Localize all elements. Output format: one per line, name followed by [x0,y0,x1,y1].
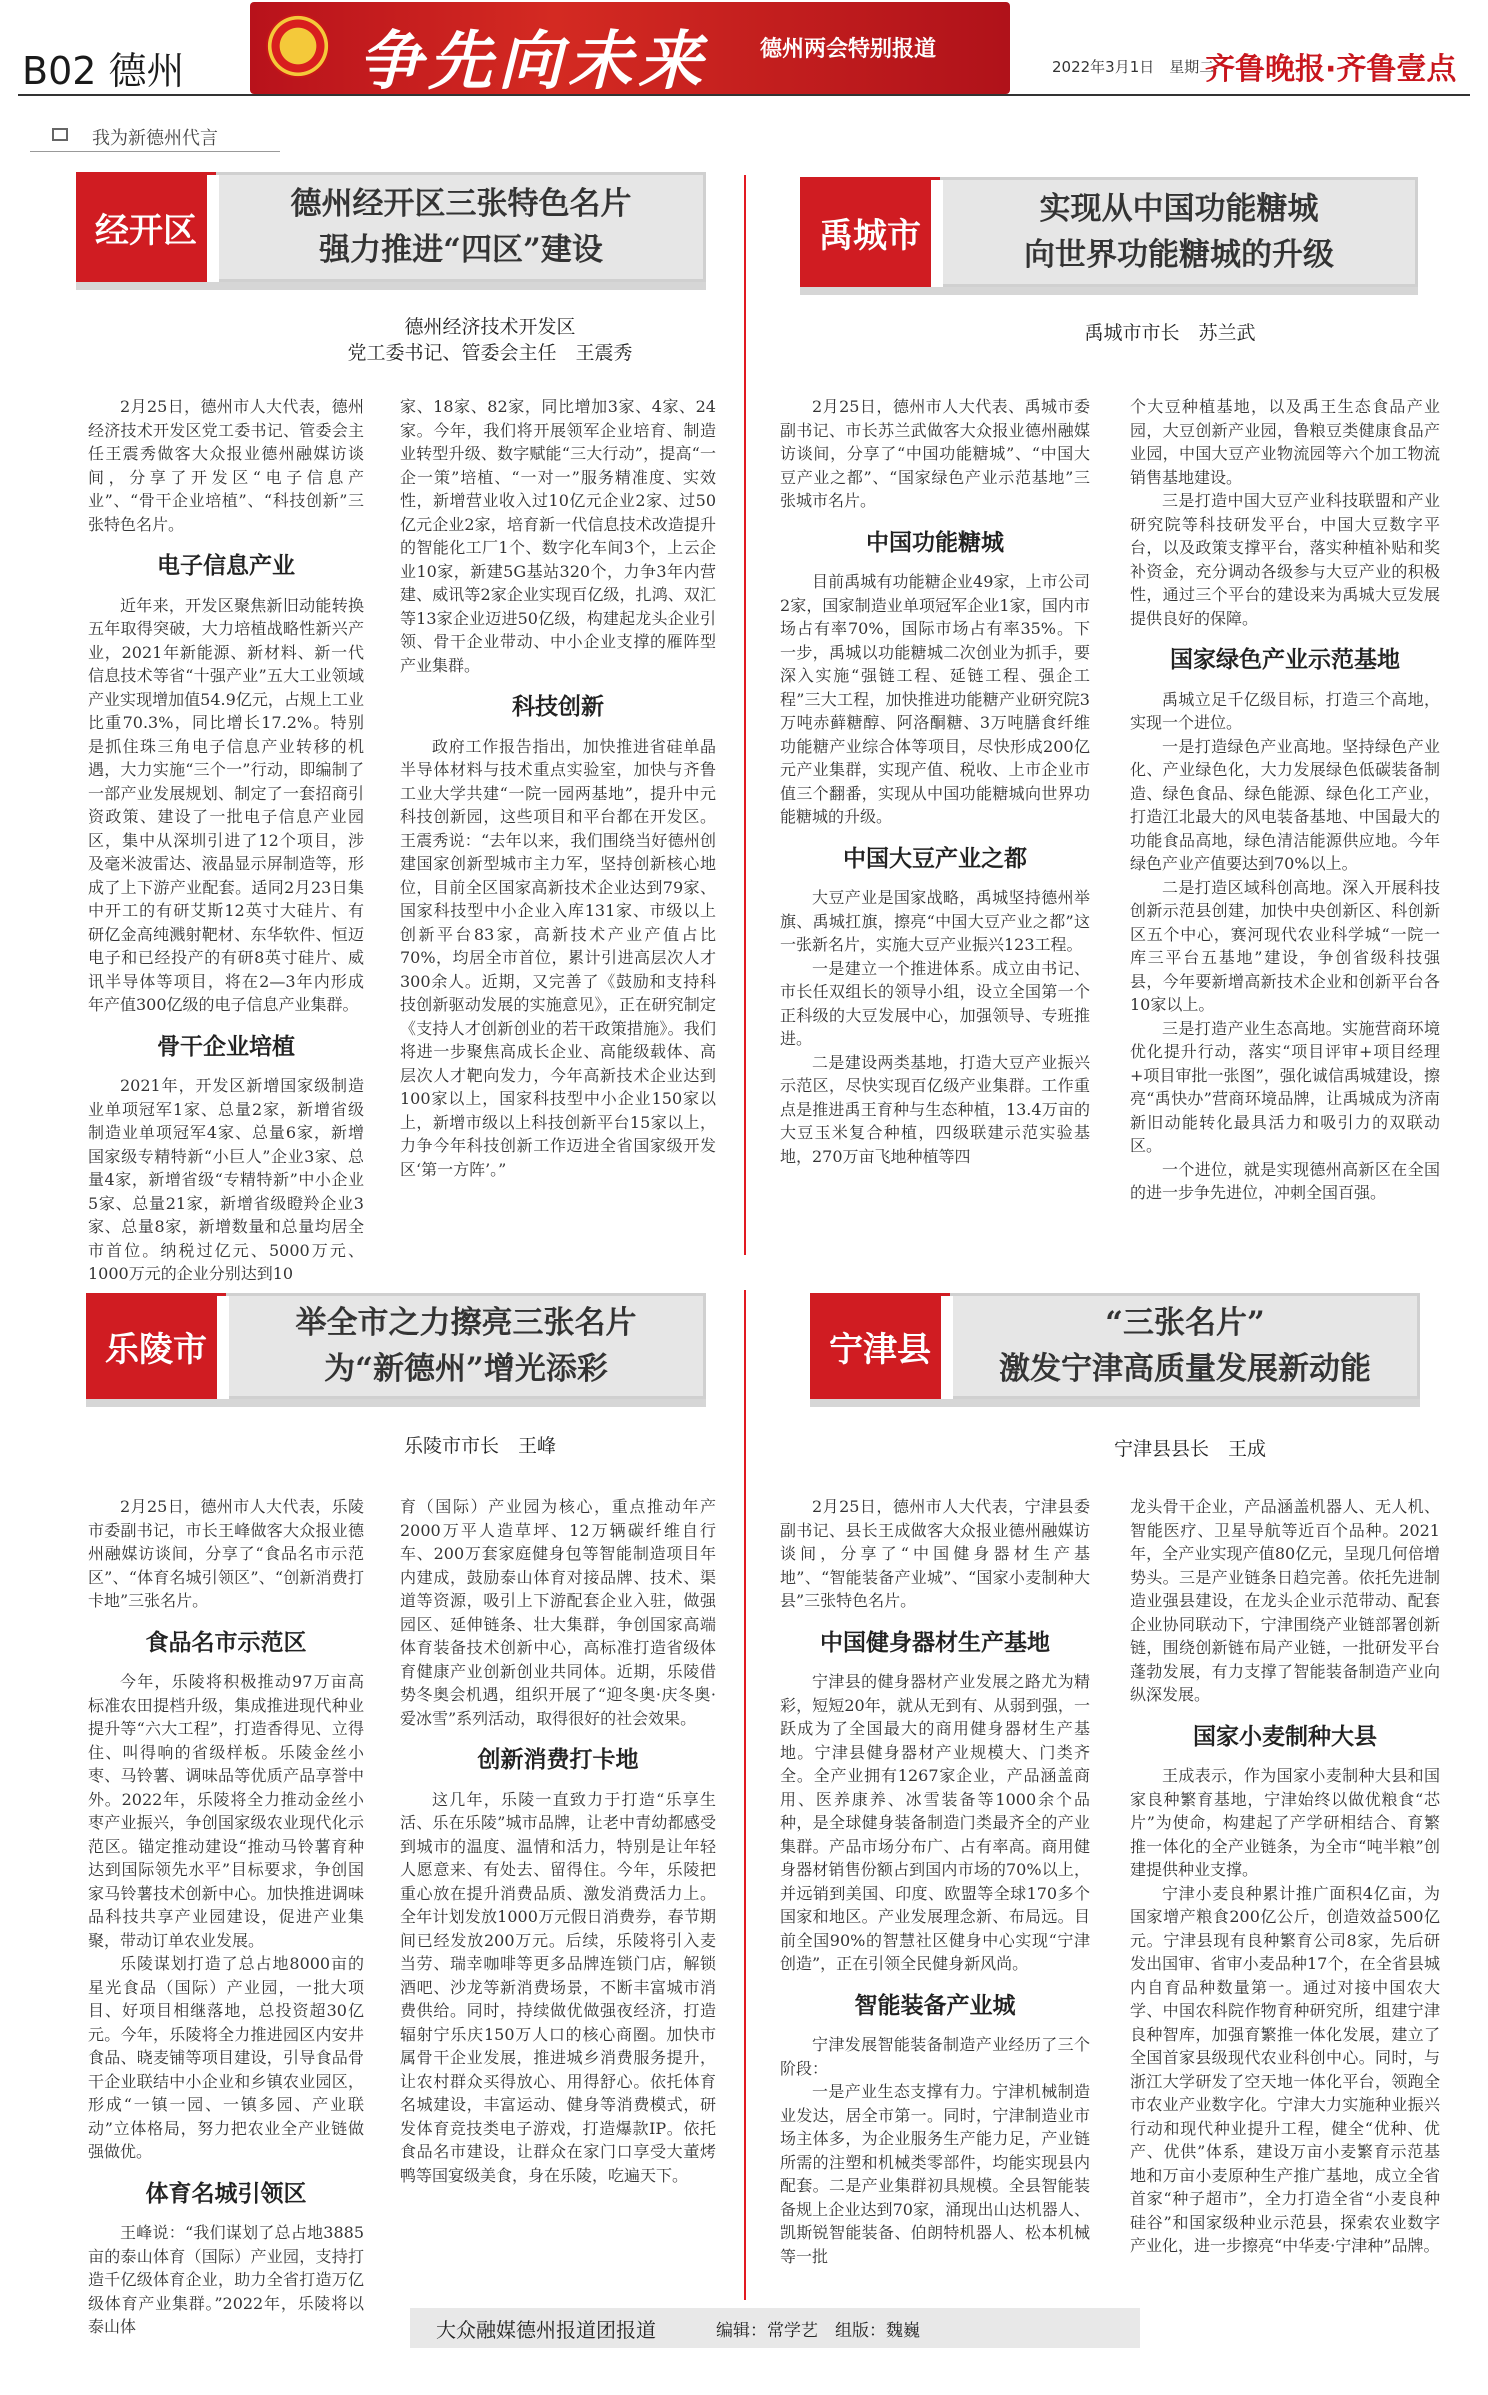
article-column [88,1495,364,2339]
article-column [1130,1495,1440,2258]
paragraph: 一是打造绿色产业高地。坚持绿色产业化、产业绿色化，大力发展绿色低碳装备制造、绿色食品、绿色能源、绿色化工产业，打造江北最大的风电装备基地、中国最大的功能食品高地，绿色清洁能源供应地。今年绿色产业产值要达到70%以上。 [1130,736,1440,873]
section-heading: 国家小麦制种大县 [1193,1722,1377,1750]
paragraph: 一是产业生态支撑有力。宁津机械制造业发达，居全市第一。同时，宁津制造业市场主体多，为企业服务生产能力足，产业链所需的注塑和机械类零部件，均能实现县内配套。二是产业集群初具规模。全县智能装备规上企业达到70家，涌现出山达机器人、凯斯锐智能装备、伯朗特机器人、松本机械等一批 [780,2082,1090,2266]
paragraph: 2月25日，德州市人大代表，德州经济技术开发区党工委书记、管委会主任王震秀做客大众报业德州融媒访谈间，分享了开发区“电子信息产业”、“骨干企业培植”、“科技创新”三张特色名片。 [88,397,364,534]
paragraph: 禹城立足千亿级目标，打造三个高地，实现一个进位。 [1130,689,1440,732]
paragraph: 2021年，开发区新增国家级制造业单项冠军1家、总量2家，新增省级制造业单项冠军4家、总量6家，新增国家级专精特新“小巨人”企业3家、总量4家，新增省级“专精特新”中小企业5家、总量21家，新增省级瞪羚企业3家、总量8家，新增数量和总量均居全市首位。纳税过亿元、5000万元、1000万元的企业分别达到10 [88,1076,364,1283]
paragraph: 一是建立一个推进体系。成立由书记、市长任双组长的领导小组，设立全国第一个正科级的大豆发展中心，加强领导、专班推进。 [780,958,1090,1048]
byline: 党工委书记、管委会主任 王震秀 [347,342,633,364]
article-column [780,1495,1090,2268]
article-title-box [940,177,1418,287]
vertical-divider [744,175,746,1255]
paragraph: 二是打造区域科创高地。深入开展科技创新示范县创建，加快中央创新区、科创新区五个中心，赛河现代农业科学城“一院一库三平台五基地”建设，争创省级科技强县，今年要新增高新技术企业和创新平台各10家以上。 [1130,877,1440,1014]
section-heading: 食品名市示范区 [145,1628,307,1656]
banner-subtitle: 德州两会特别报道 [760,37,937,62]
paragraph: 家、18家、82家，同比增加3家、4家、24家。今年，我们将开展领军企业培育、制造业转型升级、数字赋能“三大行动”，提高“一企一策”培植、“一对一”服务精准度、实效性，新增营业收入过10亿元企业2家、过50亿元企业2家，培育新一代信息技术改造提升的智能化工厂1个、数字化车间3个，上云企业10家，新建5G基站320个，力争3年内营建、威讯等2家企业实现百亿级，扎鸿、双汇等13家企业迈进50亿级，构建起龙头企业引领、骨干企业带动、中小企业支撑的雁阵型产业集群。 [400,397,716,675]
emblem-icon [266,14,330,78]
paragraph: 一个进位，就是实现德州高新区在全国的进一步争先进位，冲刺全国百强。 [1130,1159,1440,1202]
article-column [400,1495,716,2187]
paragraph: 三是打造中国大豆产业科技联盟和产业研究院等科技研发平台，中国大豆数字平台，以及政策支撑平台，落实种植补贴和奖补资金，充分调动各级参与大豆产业的积极性，通过三个平台的建设来为禹城大豆发展提供良好的保障。 [1130,491,1440,628]
section-heading: 中国大豆产业之都 [843,844,1027,872]
article-title-line: 举全市之力擦亮三张名片 [295,1305,637,1341]
vertical-divider [744,1290,746,2300]
page-number: B02 德州 [22,49,185,93]
page-header [0,0,1488,100]
article-tag: 禹城市 [800,177,940,287]
section-heading: 国家绿色产业示范基地 [1170,646,1400,673]
issue-date: 2022年3月1日 星期二 [1052,58,1215,76]
byline: 乐陵市市长 王峰 [403,1435,556,1457]
article-column [780,395,1090,1168]
article-tag: 宁津县 [810,1293,950,1399]
byline: 德州经济技术开发区 [404,316,576,338]
banner-title: 争先向未来 [358,24,708,94]
section-heading: 骨干企业培植 [157,1032,295,1060]
section-heading: 创新消费打卡地 [477,1746,639,1773]
article-tag: 乐陵市 [86,1293,226,1399]
paragraph: 宁津发展智能装备制造产业经历了三个阶段： [780,2035,1090,2078]
title-shadow [86,1399,706,1407]
paragraph: 乐陵谋划打造了总占地8000亩的星光食品（国际）产业园，一批大项目、好项目相继落地，总投资超30亿元。今年，乐陵将全力推进园区内安井食品、晓麦铺等项目建设，引导食品骨干企业联结中小企业和乡镇农业园区，形成“一镇一园、一镇多园、产业联动”立体格局，努力把农业全产业链做强做优。 [88,1954,364,2161]
article-title-line: “三张名片” [1105,1305,1265,1341]
article-title-box [950,1293,1420,1399]
paragraph: 2月25日，德州市人大代表，乐陵市委副书记，市长王峰做客大众报业德州融媒访谈间，分享了“食品名市示范区”、“体育名城引领区”、“创新消费打卡地”三张名片。 [88,1497,364,1610]
article-column [88,395,364,1286]
article-title-line: 德州经开区三张特色名片 [290,186,632,222]
footer-credit: 大众融媒德州报道团报道 [436,2317,656,2342]
title-shadow [810,1399,1420,1407]
paragraph: 今年，乐陵将积极推动97万亩高标准农田提档升级，集成推进现代种业提升等“六大工程”，打造香得见、立得住、叫得响的省级样板。乐陵金丝小枣、马铃薯、调味品等优质产品享誉中外。2022年，乐陵将全力推动金丝小枣产业振兴，争创国家级农业现代化示范区。锚定推动建设“推动马铃薯育种达到国际领先水平”目标要求，争创国家马铃薯技术创新中心。加快推进调味品科技共享产业园建设，促进产业集聚，带动订单农业发展。 [88,1672,364,1950]
paragraph: 大豆产业是国家战略，禹城坚持德州举旗、禹城扛旗，擦亮“中国大豆产业之都”这一张新名片，实施大豆产业振兴123工程。 [780,888,1090,954]
article-title-line: 向世界功能糖城的升级 [1024,237,1334,273]
section-heading: 电子信息产业 [157,552,295,579]
article-title-line: 为“新德州”增光添彩 [324,1351,608,1387]
paragraph: 目前禹城有功能糖企业49家，上市公司2家，国家制造业单项冠军企业1家，国内市场占有率70%，国际市场占有率35%。下一步，禹城以功能糖城二次创业为抓手，要深入实施“强链工程、延链工程、强企工程”三大工程，加快推进功能糖产业研究院3万吨赤藓糖醇、阿洛酮糖、3万吨膳食纤维功能糖产业综合体等项目，尽快形成200亿元产业集群，实现产值、税收、上市企业市值三个翻番，实现从中国功能糖城向世界功能糖城的升级。 [780,572,1090,826]
section-heading: 中国健身器材生产基地 [820,1628,1050,1656]
paragraph: 宁津小麦良种累计推广面积4亿亩，为国家增产粮食200亿公斤，创造效益500亿元。宁津县现有良种繁育公司8家，先后研发出国审、省审小麦品种17个，在全省县城内自育品种数量第一。通过对接中国农大学、中国农科院作物育种研究所，组建宁津良种智库，加强育繁推一体化发展，建立了全国首家县级现代农业科创中心。同时，与浙江大学研发了空天地一体化平台，领跑全市农业产业数字化。宁津大力实施种业振兴行动和现代种业提升工程，健全“优种、优产、优供”体系，建设万亩小麦繁育示范基地和万亩小麦原种生产推广基地，成立全省首家“种子超市”，全力打造全省“小麦良种硅谷”和国家级种业示范县，探索农业数字产业化，进一步擦亮“中华麦·宁津种”品牌。 [1130,1883,1440,2255]
footer-bar [410,2308,1140,2348]
paragraph: 这几年，乐陵一直致力于打造“乐享生活、乐在乐陵”城市品牌，让老中青幼都感受到城市的温度、温情和活力，特别是让年轻人愿意来、有处去、留得住。今年，乐陵把重心放在提升消费品质、激发消费活力上。全年计划发放1000万元假日消费券，春节期间已经发放200万元。后续，乐陵将引入麦当劳、瑞幸咖啡等更多品牌连锁门店，解锁酒吧、沙龙等新消费场景，不断丰富城市消费供给。同时，持续做优做强夜经济，打造辐射宁乐庆150万人口的核心商圈。加快市属骨干企业发展，推进城乡消费服务提升，让农村群众买得放心、用得舒心。依托体育名城建设，丰富运动、健身等消费模式，研发体育竞技类电子游戏，打造爆款IP。依托食品名市建设，让群众在家门口享受大董烤鸭等国宴级美食，身在乐陵，吃遍天下。 [400,1789,716,2185]
paragraph: 王峰说：“我们谋划了总占地3885亩的泰山体育（国际）产业园，支持打造千亿级体育企业，助力全省打造万亿级体育产业集群。”2022年，乐陵将以泰山体 [88,2223,364,2336]
article-title-box [226,1293,706,1399]
paragraph: 政府工作报告指出，加快推进省硅单晶半导体材料与技术重点实验室，加快与齐鲁工业大学共建“一院一园两基地”，提升中元科技创新园，这些项目和平台都在开发区。王震秀说：“去年以来，我们围绕当好德州创建国家创新型城市主力军，坚持创新核心地位，目前全区国家高新技术企业达到79家、国家科技型中小企业入库131家、市级以上创新平台83家，高新技术产业产值占比70%，均居全市首位，累计引进高层次人才300余人。近期，又完善了《鼓励和支持科技创新驱动发展的实施意见》，正在研究制定《支持人才创新创业的若干政策措施》。我们将进一步聚焦高成长企业、高能级载体、高层次人才靶向发力，今年高新技术企业达到100家以上，国家科技型中小企业150家以上，新增市级以上科技创新平台15家以上，力争今年科技创新工作迈进全省国家级开发区‘第一方阵’。” [400,736,716,1179]
article-title-box [216,172,706,282]
title-shadow [800,287,1418,295]
article-title-line: 强力推进“四区”建设 [319,232,603,268]
paragraph: 2月25日，德州市人大代表，宁津县委副书记、县长王成做客大众报业德州融媒访谈间，分享了“中国健身器材生产基地”、“智能装备产业城”、“国家小麦制种大县”三张特色名片。 [780,1497,1090,1610]
banner [250,2,1010,94]
paragraph: 近年来，开发区聚焦新旧动能转换五年取得突破，大力培植战略性新兴产业，2021年新能源、新材料、新一代信息技术等省“十强产业”五大工业领域产业实现增加值54.9亿元，占规上工业比重70.3%，同比增长17.2%。特别是抓住珠三角电子信息产业转移的机遇，大力实施“三个一”行动，即编制了一部产业发展规划、制定了一套招商引资政策、建设了一批电子信息产业园区，集中从深圳引进了12个项目，涉及毫米波雷达、液晶显示屏制造等，形成了上下游产业配套。适同2月23日集中开工的有研艾斯12英寸大硅片、有研亿金高纯溅射靶材、东华软件、恒迈电子和已经投产的有研8英寸硅片、威讯半导体等项目，将在2—3年内形成年产值300亿级的电子信息产业集群。 [88,595,364,1014]
section-heading: 智能装备产业城 [854,1991,1016,2019]
paragraph: 个大豆种植基地，以及禹王生态食品产业园，大豆创新产业园，鲁粮豆类健康食品产业园，中国大豆产业物流园等六个加工物流销售基地建设。 [1130,397,1440,487]
title-shadow [76,282,706,290]
article-tag: 经开区 [76,172,216,282]
paragraph: 2月25日，德州市人大代表、禹城市委副书记、市长苏兰武做客大众报业德州融媒访谈间，分享了“中国功能糖城”、“中国大豆产业之都”、“国家绿色产业示范基地”三张城市名片。 [780,397,1090,510]
paragraph: 三是打造产业生态高地。实施营商环境优化提升行动，落实“项目评审+项目经理+项目审批一张图”，强化诚信禹城建设，擦亮“禹快办”营商环境品牌，让禹城成为济南新旧动能转化最具活力和吸引力的双联动区。 [1130,1018,1440,1155]
paragraph: 王成表示，作为国家小麦制种大县和国家良种繁育基地，宁津始终以做优粮食“芯片”为使命，构建起了产学研相结合、育繁推一体化的全产业链条，为全市“吨半粮”创建提供种业支撑。 [1130,1766,1440,1879]
column-icon [52,128,68,141]
byline: 宁津县县长 王成 [1113,1438,1266,1460]
article-column [1130,395,1440,1205]
column-title: 我为新德州代言 [92,128,218,149]
paragraph: 育（国际）产业园为核心，重点推动年产2000万平人造草坪、12万辆碳纤维自行车、200万套家庭健身包等智能制造项目年内建成，鼓励泰山体育对接品牌、技术、渠道等资源，吸引上下游配套企业入驻，做强园区、延伸链条、壮大集群，争创国家高端体育装备技术创新中心，高标准打造省级体育健康产业创新创业共同体。近期，乐陵借势冬奥会机遇，组织开展了“迎冬奥·庆冬奥·爱冰雪”系列活动，取得很好的社会效果。 [400,1497,716,1728]
paragraph: 宁津县的健身器材产业发展之路尤为精彩，短短20年，就从无到有、从弱到强，一跃成为了全国最大的商用健身器材生产基地。宁津县健身器材产业规模大、门类齐全。全产业拥有1267家企业，产品涵盖商用、医养康养、冰雪装备等1000余个品种，是全球健身装备制造门类最齐全的产业集群。产品市场分布广、占有率高。商用健身器材销售份额占到国内市场的70%以上，并远销到美国、印度、欧盟等全球170多个国家和地区。产业发展理念新、布局远。目前全国90%的智慧社区健身中心实现“宁津创造”，正在引领全民健身新风尚。 [780,1672,1090,1973]
article-title-line: 实现从中国功能糖城 [1039,191,1319,227]
section-heading: 体育名城引领区 [145,2179,307,2207]
byline: 禹城市市长 苏兰武 [1084,322,1256,344]
section-heading: 科技创新 [512,693,604,720]
article-title-line: 激发宁津高质量发展新动能 [999,1351,1371,1387]
paragraph: 龙头骨干企业，产品涵盖机器人、无人机、智能医疗、卫星导航等近百个品种。2021年，全产业实现产值80亿元，呈现几何倍增势头。三是产业链条日趋完善。依托先进制造业强县建设，在龙头企业示范带动、配套企业协同联动下，宁津围绕产业链部署创新链，围绕创新链布局产业链，一批研发平台蓬勃发展，有力支撑了智能装备制造产业向纵深发展。 [1130,1497,1440,1704]
brand-logo: 齐鲁晚报·齐鲁壹点 [1205,52,1457,87]
article-column [400,395,716,1181]
section-heading: 中国功能糖城 [866,528,1004,556]
paragraph: 二是建设两类基地，打造大豆产业振兴示范区，尽快实现百亿级产业集群。工作重点是推进禹王育种与生态种植，13.4万亩的大豆玉米复合种植，四级联建示范实验基地，270万亩飞地种植等四 [780,1052,1090,1166]
header-rule [18,94,1470,96]
footer-editors: 编辑：常学艺 组版：魏巍 [716,2320,920,2341]
